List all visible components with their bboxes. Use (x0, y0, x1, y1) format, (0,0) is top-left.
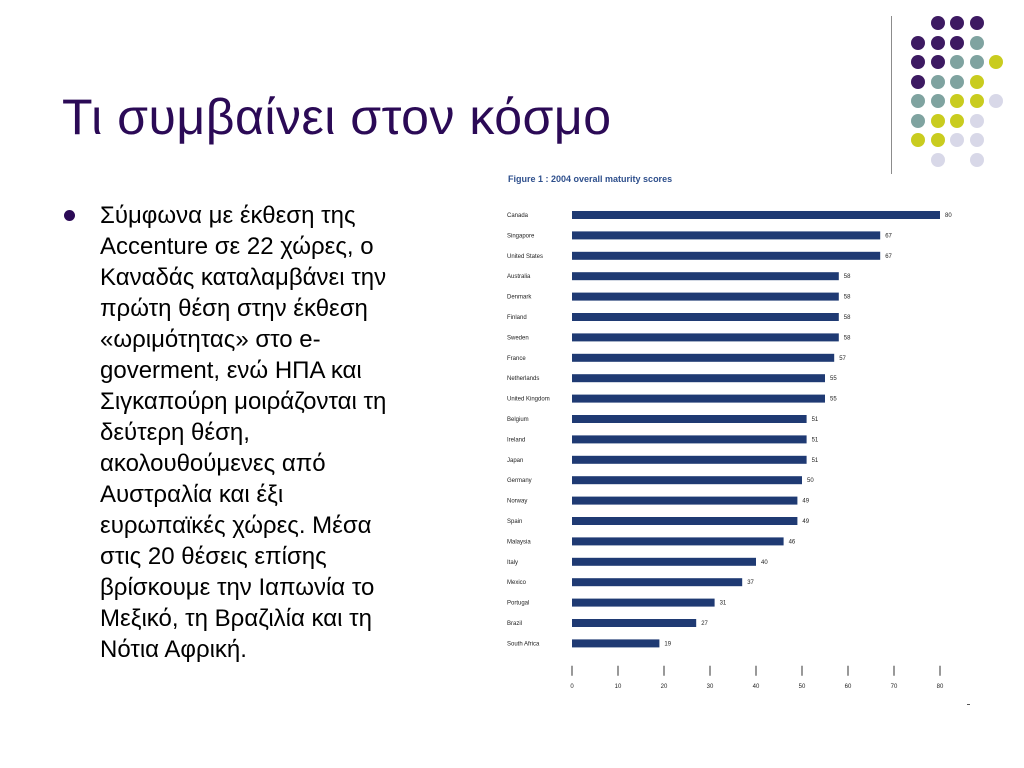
value-label: 58 (843, 335, 851, 342)
value-label: 27 (701, 621, 708, 627)
category-label: France (507, 355, 526, 362)
bar (572, 497, 797, 505)
decorative-dot (950, 133, 964, 147)
bar (572, 619, 696, 627)
decorative-dot (931, 55, 945, 69)
value-label: 51 (811, 417, 819, 423)
bar (572, 435, 807, 443)
decorative-dot (931, 94, 945, 108)
decorative-dot (911, 133, 925, 147)
decorative-dot (989, 55, 1003, 69)
x-tick-label: 70 (890, 683, 898, 690)
value-label: 40 (761, 559, 768, 566)
value-label: 51 (811, 457, 819, 464)
value-label: 49 (802, 519, 810, 525)
bar (572, 354, 834, 362)
value-label: 80 (945, 213, 952, 219)
x-tick-label: 40 (752, 683, 760, 690)
bar (572, 599, 715, 607)
category-label: Germany (507, 478, 532, 485)
bar (572, 252, 880, 260)
decorative-dot (931, 153, 945, 167)
category-label: Australia (507, 274, 531, 281)
bar (572, 333, 839, 341)
bar (572, 639, 659, 647)
value-label: 67 (885, 253, 892, 260)
decorative-dot (970, 16, 984, 30)
category-label: Belgium (507, 417, 529, 423)
value-label: 50 (807, 478, 814, 485)
x-tick-label: 0 (570, 683, 574, 690)
decorative-dot (931, 133, 945, 147)
category-label: Denmark (507, 294, 532, 301)
bar (572, 537, 784, 545)
decorative-dot (970, 114, 984, 128)
decorative-dot (970, 36, 984, 50)
decorative-dot (931, 16, 945, 30)
chart-title: Figure 1 : 2004 overall maturity scores (508, 174, 673, 184)
x-tick-label: 50 (798, 683, 806, 690)
slide-title: Τι συμβαίνει στον κόσμο (62, 89, 612, 145)
decorative-dot (970, 133, 984, 147)
bullet-dot-icon (64, 210, 75, 221)
decorative-dot (931, 36, 945, 50)
value-label: 67 (885, 233, 892, 240)
bar (572, 231, 880, 239)
value-label: 57 (839, 355, 846, 362)
bar (572, 293, 839, 301)
category-label: Netherlands (507, 376, 540, 383)
category-label: United Kingdom (507, 396, 550, 403)
category-label: Japan (507, 457, 524, 464)
value-label: 55 (830, 396, 837, 403)
bar (572, 374, 825, 382)
value-label: 58 (843, 274, 851, 281)
decorative-dot (911, 94, 925, 108)
footer-dash (967, 704, 970, 705)
decorative-dot (950, 94, 964, 108)
x-tick-label: 10 (614, 683, 622, 690)
category-label: Brazil (507, 621, 523, 627)
category-label: Portugal (507, 600, 530, 607)
bar (572, 517, 797, 525)
category-label: Spain (507, 519, 523, 525)
decorative-dot (931, 75, 945, 89)
bar (572, 395, 825, 403)
decorative-dot (970, 75, 984, 89)
category-label: Sweden (507, 335, 529, 342)
category-label: Malaysia (507, 539, 531, 546)
decorative-dot (911, 36, 925, 50)
decorative-dot (911, 55, 925, 69)
category-label: Canada (507, 213, 529, 219)
category-label: Norway (507, 498, 528, 505)
value-label: 51 (811, 437, 819, 444)
x-tick-label: 60 (844, 683, 852, 690)
value-label: 31 (719, 600, 727, 607)
decorative-dot (911, 114, 925, 128)
category-label: Mexico (507, 580, 527, 587)
category-label: Singapore (507, 233, 535, 240)
bar (572, 578, 742, 586)
bar (572, 415, 807, 423)
decorative-dot (950, 36, 964, 50)
value-label: 58 (843, 294, 851, 301)
bullet-text: Σύμφωνα με έκθεση της Accenture σε 22 χώρες, ο Καναδάς καταλαμβάνει την πρώτη θέση στην έκθεση «ωριμότητας» στο e- goverment, ενώ ΗΠΑ και Σιγκαπούρη μοιράζονται τη δεύτερη θέση, ακολουθούμενες από Αυστραλία και έξι ευρωπαϊκές χώρες. Μέσα στις 20 θέσεις επίσης βρίσκουμε την Ιαπωνία το Μεξικό, τη Βραζιλία και τη Νότια Αφρική. (100, 202, 387, 663)
bar (572, 313, 839, 321)
bar (572, 476, 802, 484)
value-label: 37 (747, 580, 754, 587)
value-label: 55 (830, 376, 837, 383)
bullet-item (62, 200, 452, 665)
bar (572, 456, 807, 464)
decorative-dot (950, 55, 964, 69)
decorative-dot (950, 75, 964, 89)
category-label: South Africa (507, 641, 540, 648)
decorative-dot (970, 55, 984, 69)
bar (572, 211, 940, 219)
decorative-dot (970, 153, 984, 167)
x-tick-label: 30 (706, 683, 714, 690)
category-label: Finland (507, 315, 527, 321)
value-label: 19 (664, 641, 672, 648)
x-tick-label: 20 (660, 683, 668, 690)
decorative-dot (950, 114, 964, 128)
bar (572, 558, 756, 566)
category-label: United States (507, 253, 544, 260)
bullet-list (62, 200, 452, 665)
category-label: Ireland (507, 437, 526, 444)
decorative-dot (970, 94, 984, 108)
value-label: 49 (802, 498, 810, 505)
decorative-divider (891, 16, 892, 174)
category-label: Italy (507, 559, 519, 566)
decorative-dot (989, 94, 1003, 108)
decorative-dot (950, 16, 964, 30)
decorative-dot (931, 114, 945, 128)
bar (572, 272, 839, 280)
value-label: 46 (788, 539, 796, 546)
maturity-bar-chart (500, 195, 970, 690)
x-tick-label: 80 (936, 683, 944, 690)
value-label: 58 (843, 315, 851, 321)
decorative-dot (911, 75, 925, 89)
